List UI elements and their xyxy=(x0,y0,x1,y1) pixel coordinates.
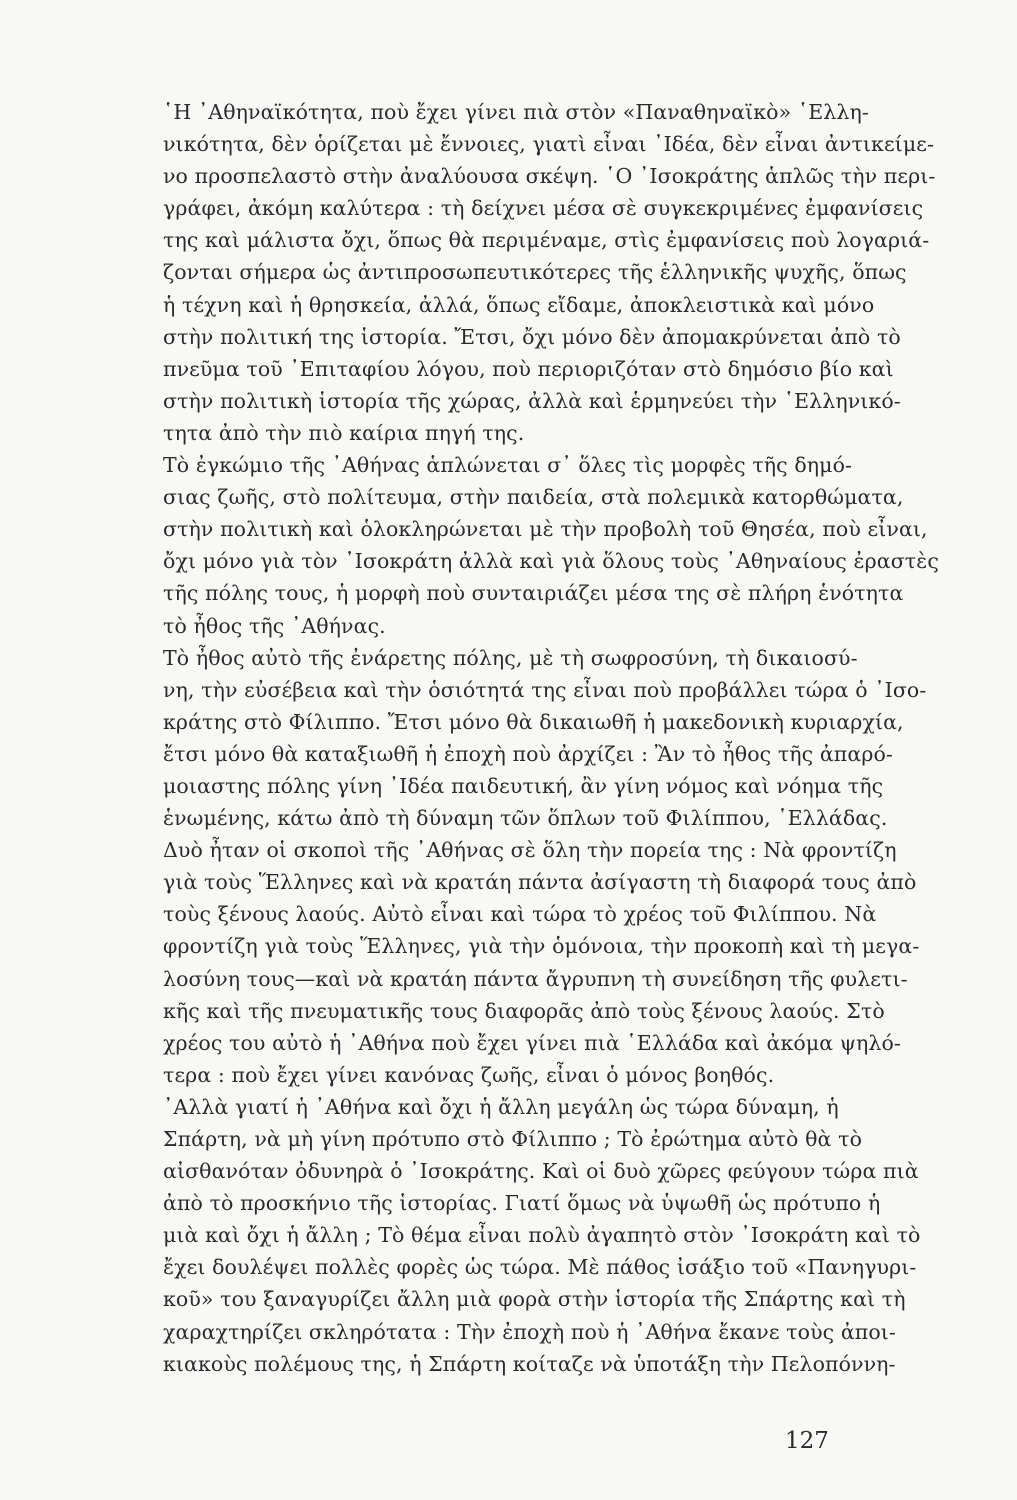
text-line: ἑνωμένης, κάτω ἀπὸ τὴ δύναμη τῶν ὅπλων τοῦ Φιλίππου, ῾Ελλάδας. xyxy=(163,806,888,831)
text-line: της καὶ μάλιστα ὄχι, ὅπως θὰ περιμέναμε, στὶς ἐμφανίσεις ποὺ λογαριά- xyxy=(163,228,930,253)
text-line: νικότητα, δὲν ὁρίζεται μὲ ἔννοιες, γιατὶ εἶναι ᾿Ιδέα, δὲν εἶναι ἀντικείμε- xyxy=(163,132,934,157)
text-line: κῆς καὶ τῆς πνευματικῆς τους διαφορᾶς ἀπὸ τοὺς ξένους λαούς. Στὸ xyxy=(163,998,885,1023)
text-line: ἔτσι μόνο θὰ καταξιωθῆ ἡ ἐποχὴ ποὺ ἀρχίζει : Ἂν τὸ ἦθος τῆς ἀπαρό- xyxy=(163,741,893,766)
text-line: αἰσθανόταν ὀδυνηρὰ ὁ ᾿Ισοκράτης. Καὶ οἱ δυὸ χῶρες φεύγουν τώρα πιὰ xyxy=(163,1159,919,1184)
text-line: στὴν πολιτική της ἱστορία. Ἔτσι, ὄχι μόνο δὲν ἀπομακρύνεται ἀπὸ τὸ xyxy=(163,324,901,349)
text-line: τῆς πόλης τους, ἡ μορφὴ ποὺ συνταιριάζει μέσα της σὲ πλήρη ἑνότητα xyxy=(163,581,904,606)
text-line: νο προσπελαστὸ στὴν ἀναλύουσα σκέψη. ῾Ο ᾿Ισοκράτης ἁπλῶς τὴν περι- xyxy=(163,164,936,189)
page-number: 127 xyxy=(785,1428,829,1454)
text-line: στὴν πολιτικὴ ἱστορία τῆς χώρας, ἀλλὰ καὶ ἑρμηνεύει τὴν ῾Ελληνικό- xyxy=(163,388,901,413)
text-line: τὸ ἦθος τῆς ᾿Αθήνας. xyxy=(163,613,386,638)
text-line: γράφει, ἀκόμη καλύτερα : τὴ δείχνει μέσα σὲ συγκεκριμένες ἐμφανίσεις xyxy=(163,196,924,221)
text-line: τοὺς ξένους λαούς. Αὐτὸ εἶναι καὶ τώρα τὸ χρέος τοῦ Φιλίππου. Νὰ xyxy=(163,902,877,927)
text-line: πνεῦμα τοῦ ᾿Επιταφίου λόγου, ποὺ περιοριζόταν στὸ δημόσιο βίο καὶ xyxy=(163,356,894,381)
text-line: τητα ἀπὸ τὴν πιὸ καίρια πηγή της. xyxy=(163,420,525,445)
text-line: ῾Η ᾿Αθηναϊκότητα, ποὺ ἔχει γίνει πιὰ στὸν «Παναθηναϊκὸ» ῾Ελλη- xyxy=(163,100,869,124)
text-line: κράτης στὸ Φίλιππο. Ἔτσι μόνο θὰ δικαιωθῆ ἡ μακεδονικὴ κυριαρχία, xyxy=(163,709,904,734)
text-line: ὄχι μόνο γιὰ τὸν ᾿Ισοκράτη ἀλλὰ καὶ γιὰ ὅλους τοὺς ᾿Αθηναίους ἐραστὲς xyxy=(163,549,939,574)
text-line: τερα : ποὺ ἔχει γίνει κανόνας ζωῆς, εἶναι ὁ μόνος βοηθός. xyxy=(163,1062,775,1087)
text-line: χρέος του αὐτὸ ἡ ᾿Αθήνα ποὺ ἔχει γίνει πιὰ ῾Ελλάδα καὶ ἀκόμα ψηλό- xyxy=(163,1030,901,1055)
text-line: σιας ζωῆς, στὸ πολίτευμα, στὴν παιδεία, στὰ πολεμικὰ κατορθώματα, xyxy=(163,485,904,510)
text-line: φροντίζη γιὰ τοὺς Ἕλληνες, γιὰ τὴν ὁμόνοια, τὴν προκοπὴ καὶ τὴ μεγα- xyxy=(163,934,920,959)
text-line: ἔχει δουλέψει πολλὲς φορὲς ὡς τώρα. Μὲ πάθος ἰσάξιο τοῦ «Πανηγυρι- xyxy=(163,1255,917,1280)
text-line: νη, τὴν εὐσέβεια καὶ τὴν ὁσιότητά της εἶναι ποὺ προβάλλει τώρα ὁ ᾿Ισο- xyxy=(163,677,927,702)
text-line: ἡ τέχνη καὶ ἡ θρησκεία, ἀλλά, ὅπως εἴδαμε, ἀποκλειστικὰ καὶ μόνο xyxy=(163,292,875,317)
text-line: γιὰ τοὺς Ἕλληνες καὶ νὰ κρατάη πάντα ἀσίγαστη τὴ διαφορά τους ἀπὸ xyxy=(163,870,917,895)
text-line: κιακοὺς πολέμους της, ἡ Σπάρτη κοίταζε νὰ ὑποτάξη τὴν Πελοπόννη- xyxy=(163,1351,896,1376)
text-line: μοιαστης πόλης γίνη ᾿Ιδέα παιδευτική, ἂν γίνη νόμος καὶ νόημα τῆς xyxy=(163,773,884,798)
text-line: κοῦ» του ξαναγυρίζει ἄλλη μιὰ φορὰ στὴν ἱστορία τῆς Σπάρτης καὶ τὴ xyxy=(163,1287,906,1312)
text-line: Τὸ ἦθος αὐτὸ τῆς ἐνάρετης πόλης, μὲ τὴ σωφροσύνη, τὴ δικαιοσύ- xyxy=(163,645,858,670)
text-line: ἀπὸ τὸ προσκήνιο τῆς ἱστορίας. Γιατί ὅμως νὰ ὑψωθῆ ὡς πρότυπο ἡ xyxy=(163,1191,881,1216)
text-line: ζονται σήμερα ὡς ἀντιπροσωπευτικότερες τῆς ἑλληνικῆς ψυχῆς, ὅπως xyxy=(163,260,907,285)
text-line: Τὸ ἐγκώμιο τῆς ᾿Αθήνας ἁπλώνεται σ᾿ ὅλες τὶς μορφὲς τῆς δημό- xyxy=(163,453,853,478)
text-line: Δυὸ ἦταν οἱ σκοποὶ τῆς ᾿Αθήνας σὲ ὅλη τὴν πορεία της : Νὰ φροντίζη xyxy=(163,838,897,863)
text-line: ᾿Αλλὰ γιατί ἡ ᾿Αθήνα καὶ ὄχι ἡ ἄλλη μεγάλη ὡς τώρα δύναμη, ἡ xyxy=(163,1094,839,1119)
text-line: λοσύνη τους—καὶ νὰ κρατάη πάντα ἄγρυπνη τὴ συνείδηση τῆς φυλετι- xyxy=(163,966,908,991)
text-line: χαραχτηρίζει σκληρότατα : Τὴν ἐποχὴ ποὺ ἡ ᾿Αθήνα ἔκανε τοὺς ἀποι- xyxy=(163,1319,896,1344)
body-text xyxy=(163,96,939,1380)
text-line: στὴν πολιτικὴ καὶ ὁλοκληρώνεται μὲ τὴν προβολὴ τοῦ Θησέα, ποὺ εἶναι, xyxy=(163,517,928,542)
text-line: μιὰ καὶ ὄχι ἡ ἄλλη ; Τὸ θέμα εἶναι πολὺ ἀγαπητὸ στὸν ᾿Ισοκράτη καὶ τὸ xyxy=(163,1223,921,1248)
text-line: Σπάρτη, νὰ μὴ γίνη πρότυπο στὸ Φίλιππο ; Τὸ ἐρώτημα αὐτὸ θὰ τὸ xyxy=(163,1127,863,1151)
